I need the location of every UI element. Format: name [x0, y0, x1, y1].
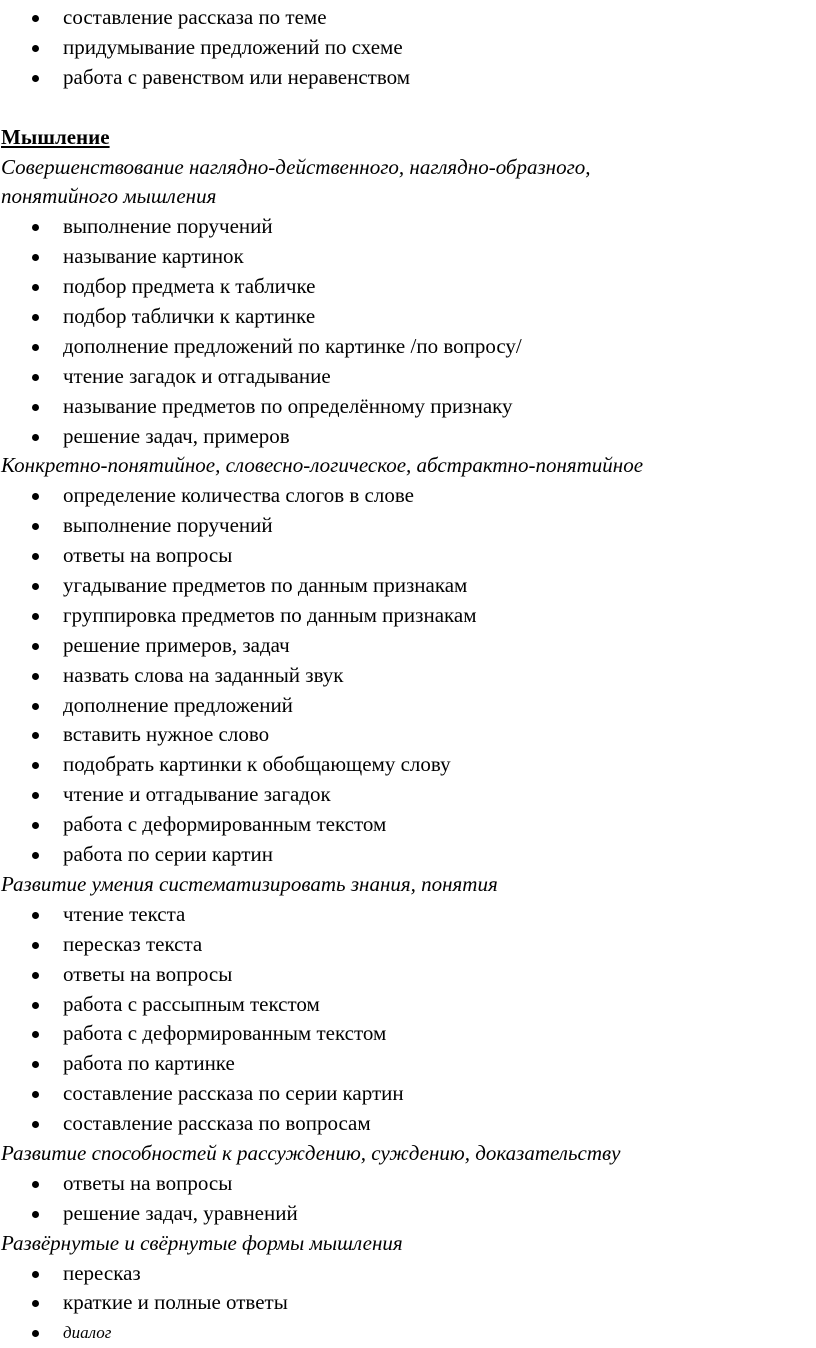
list-item: подбор предмета к табличке	[0, 272, 816, 302]
list-item: группировка предметов по данным признакам	[0, 601, 816, 631]
list-item: подобрать картинки к обобщающему слову	[0, 750, 816, 780]
list-item: краткие и полные ответы	[0, 1288, 816, 1318]
list-item: назвать слова на заданный звук	[0, 661, 816, 691]
paragraph-spacer	[0, 93, 816, 123]
list-item: работа с равенством или неравенством	[0, 63, 816, 93]
document-page	[0, 3, 816, 1348]
list-item: дополнение предложений по картинке /по вопросу/	[0, 332, 816, 362]
list-item: выполнение поручений	[0, 511, 816, 541]
list-item: решение задач, примеров	[0, 422, 816, 452]
list-item: составление рассказа по серии картин	[0, 1079, 816, 1109]
list-item: ответы на вопросы	[0, 960, 816, 990]
list-item: чтение текста	[0, 900, 816, 930]
list-item: придумывание предложений по схеме	[0, 33, 816, 63]
list-item: выполнение поручений	[0, 212, 816, 242]
section-heading: Мышление	[1, 124, 110, 149]
list-item: диалог	[0, 1318, 816, 1348]
list-item: ответы на вопросы	[0, 541, 816, 571]
section-subtitle: Развёрнутые и свёрнутые формы мышления	[1, 1230, 403, 1255]
list-item: угадывание предметов по данным признакам	[0, 571, 816, 601]
list-item: дополнение предложений	[0, 691, 816, 721]
list-item: пересказ текста	[0, 930, 816, 960]
list-item: работа по картинке	[0, 1049, 816, 1079]
bullet-list	[0, 900, 816, 1139]
bullet-list	[0, 481, 816, 870]
list-item: называние предметов по определённому признаку	[0, 392, 816, 422]
list-item: подбор таблички к картинке	[0, 302, 816, 332]
list-item: чтение и отгадывание загадок	[0, 780, 816, 810]
section-subtitle: понятийного мышления	[1, 184, 217, 209]
bullet-list	[0, 1259, 816, 1348]
top-bullet-list	[0, 3, 816, 93]
list-item: ответы на вопросы	[0, 1169, 816, 1199]
section-subtitle: Совершенствование наглядно-действенного, наглядно-образного,	[1, 154, 591, 179]
bullet-list	[0, 1169, 816, 1229]
list-item: работа с рассыпным текстом	[0, 990, 816, 1020]
list-item: решение примеров, задач	[0, 631, 816, 661]
list-item: вставить нужное слово	[0, 720, 816, 750]
section-subtitle: Развитие умения систематизировать знания, понятия	[1, 871, 498, 896]
list-item: чтение загадок и отгадывание	[0, 362, 816, 392]
list-item: называние картинок	[0, 242, 816, 272]
list-item: работа по серии картин	[0, 840, 816, 870]
list-item: решение задач, уравнений	[0, 1199, 816, 1229]
list-item: работа с деформированным текстом	[0, 810, 816, 840]
list-item: пересказ	[0, 1259, 816, 1289]
section-subtitle: Конкретно-понятийное, словесно-логическое, абстрактно-понятийное	[1, 453, 644, 478]
section-subtitle: Развитие способностей к рассуждению, суждению, доказательству	[1, 1140, 621, 1165]
bullet-list	[0, 212, 816, 451]
list-item: составление рассказа по теме	[0, 3, 816, 33]
list-item: составление рассказа по вопросам	[0, 1109, 816, 1139]
list-item: работа с деформированным текстом	[0, 1019, 816, 1049]
list-item: определение количества слогов в слове	[0, 481, 816, 511]
